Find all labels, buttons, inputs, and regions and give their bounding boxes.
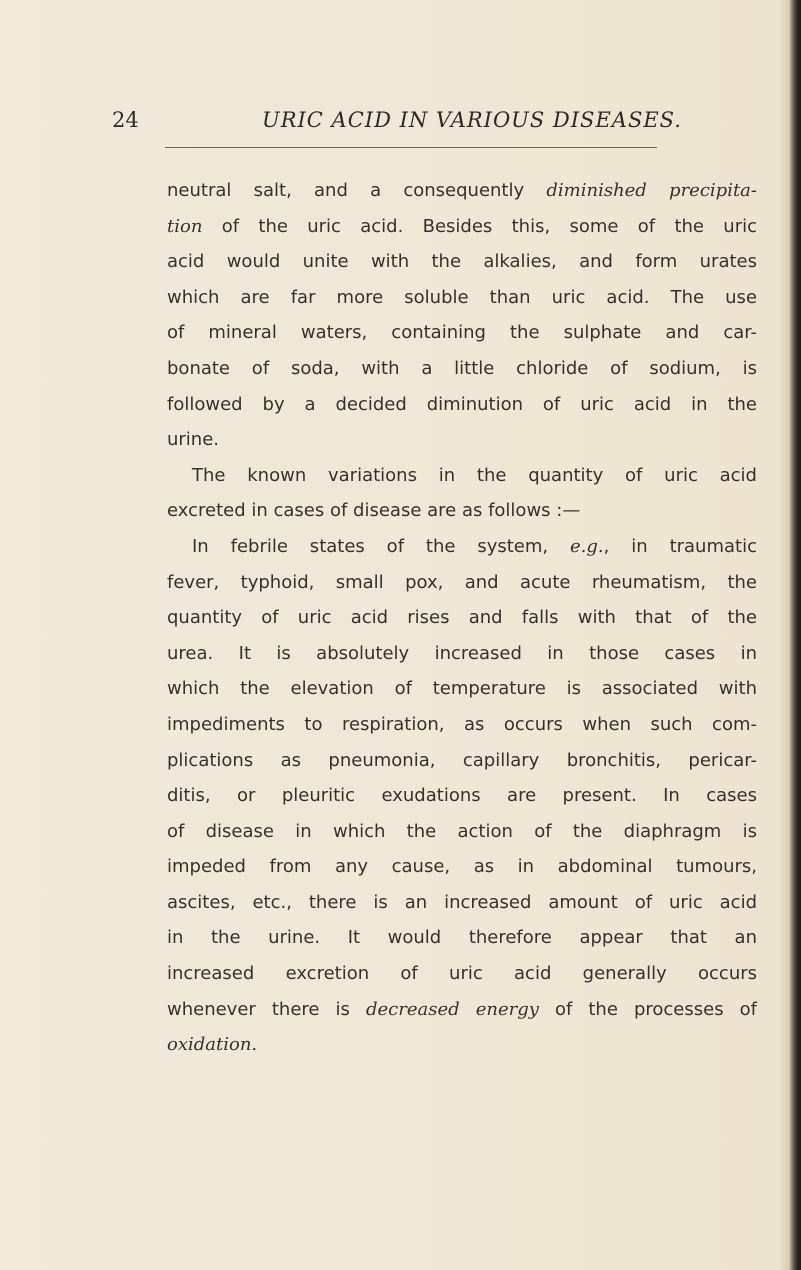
text-line: fever, typhoid, small pox, and acute rheumatism, the — [167, 571, 757, 593]
text-line: impeded from any cause, as in abdominal tumours, — [167, 856, 757, 878]
text-line: which are far more soluble than uric acid. The use — [167, 286, 757, 308]
text-line: increased excretion of uric acid generally occurs — [167, 963, 757, 985]
body-text — [167, 173, 757, 1063]
text-line: of mineral waters, containing the sulphate and car- — [167, 322, 757, 344]
text-line: of disease in which the action of the diaphragm is — [167, 820, 757, 842]
running-head: URIC ACID IN VARIOUS DISEASES. — [262, 108, 682, 132]
text-line: tion of the uric acid. Besides this, some of the uric — [167, 215, 757, 237]
paragraph-end-line: oxidation. — [167, 1034, 258, 1056]
paragraph-start-line: The known variations in the quantity of uric acid — [192, 464, 757, 486]
paragraph-end-line: excreted in cases of disease are as follows :— — [167, 500, 581, 522]
text-line: ditis, or pleuritic exudations are present. In cases — [167, 785, 757, 807]
text-line: acid would unite with the alkalies, and form urates — [167, 251, 757, 273]
binding-shadow — [779, 0, 789, 1270]
header-rule — [165, 147, 657, 148]
page-edge — [789, 0, 801, 1270]
paragraph-end-line: urine. — [167, 429, 220, 451]
text-line: which the elevation of temperature is associated with — [167, 678, 757, 700]
text-line: bonate of soda, with a little chloride of sodium, is — [167, 357, 757, 379]
text-line: whenever there is decreased energy of the processes of — [167, 998, 757, 1020]
text-line: followed by a decided diminution of uric acid in the — [167, 393, 757, 415]
text-line: in the urine. It would therefore appear that an — [167, 927, 757, 949]
text-line: impediments to respiration, as occurs when such com- — [167, 713, 757, 735]
text-line: ascites, etc., there is an increased amount of uric acid — [167, 891, 757, 913]
text-line: neutral salt, and a consequently diminished precipita- — [167, 180, 757, 201]
page-header — [112, 108, 754, 148]
paragraph-start-line: In febrile states of the system, e.g., in traumatic — [192, 535, 757, 557]
text-line: plications as pneumonia, capillary bronchitis, pericar- — [167, 749, 757, 771]
text-line: quantity of uric acid rises and falls with that of the — [167, 607, 757, 629]
page-number: 24 — [112, 108, 139, 132]
text-line: urea. It is absolutely increased in those cases in — [167, 642, 757, 664]
